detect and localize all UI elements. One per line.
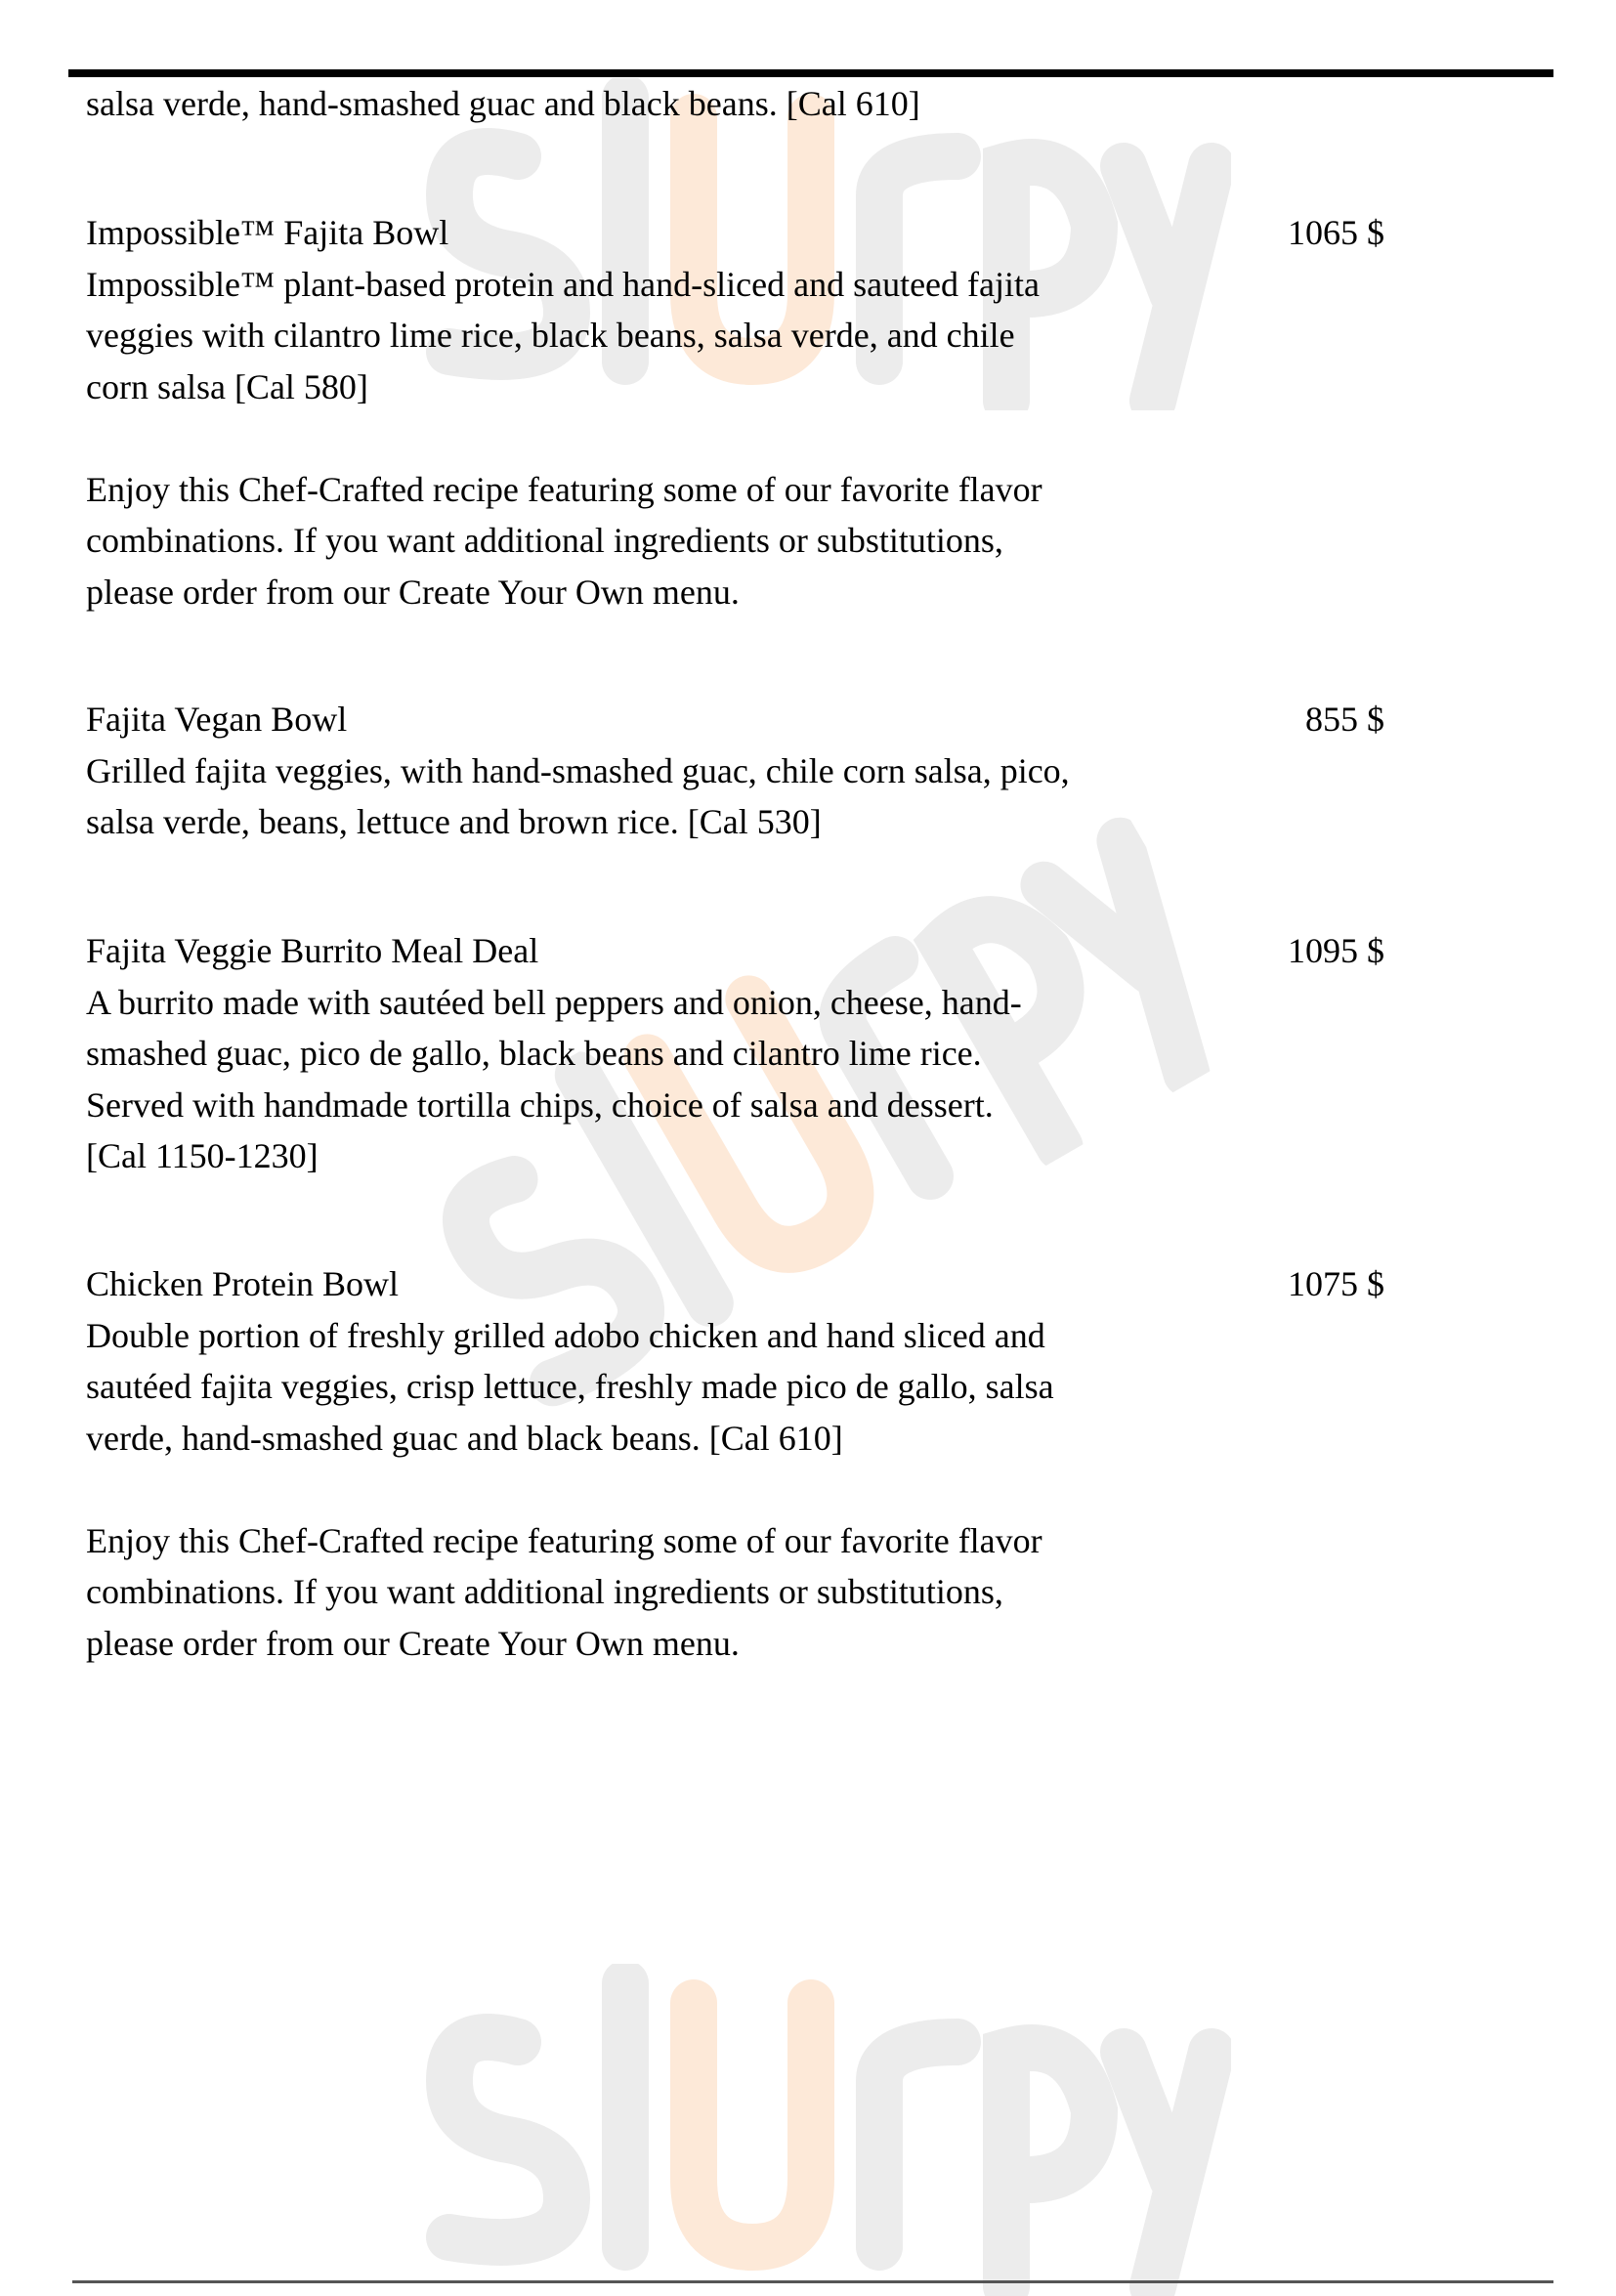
continued-description xyxy=(86,78,920,130)
description-line: salsa verde, beans, lettuce and brown rice. [Cal 530] xyxy=(86,802,822,841)
description-line: veggies with cilantro lime rice, black beans, salsa verde, and chile xyxy=(86,316,1015,355)
description-line: verde, hand-smashed guac and black beans. [Cal 610] xyxy=(86,1418,843,1458)
note-line: Enjoy this Chef-Crafted recipe featuring some of our favorite flavor xyxy=(86,469,1042,509)
description-line: [Cal 1150-1230] xyxy=(86,1136,319,1175)
watermark-logo xyxy=(410,1964,1231,2296)
description-line: sautéed fajita veggies, crisp lettuce, freshly made pico de gallo, salsa xyxy=(86,1367,1054,1406)
description-line: Double portion of freshly grilled adobo chicken and hand sliced and xyxy=(86,1315,1045,1355)
note-line: please order from our Create Your Own menu. xyxy=(86,572,740,612)
item-price: 1075 $ xyxy=(1288,1264,1384,1303)
note-line: combinations. If you want additional ingredients or substitutions, xyxy=(86,521,1003,560)
menu-item xyxy=(86,925,1022,1182)
description-line: Grilled fajita veggies, with hand-smashed guac, chile corn salsa, pico, xyxy=(86,750,1070,790)
menu-item xyxy=(86,694,1070,848)
item-price: 1065 $ xyxy=(1288,213,1384,252)
note-line: please order from our Create Your Own menu. xyxy=(86,1623,740,1663)
description-line: corn salsa [Cal 580] xyxy=(86,366,368,406)
item-price: 1095 $ xyxy=(1288,931,1384,970)
description-line: Served with handmade tortilla chips, choice of salsa and dessert. xyxy=(86,1084,994,1125)
item-name: Fajita Veggie Burrito Meal Deal xyxy=(86,931,539,970)
note-line: combinations. If you want additional ingredients or substitutions, xyxy=(86,1572,1003,1611)
note-line: Enjoy this Chef-Crafted recipe featuring some of our favorite flavor xyxy=(86,1520,1042,1560)
bottom-rule xyxy=(72,2280,1553,2283)
menu-item xyxy=(86,207,1042,617)
description-line: salsa verde, hand-smashed guac and black beans. [Cal 610] xyxy=(86,84,920,123)
description-line: smashed guac, pico de gallo, black beans and cilantro lime rice. xyxy=(86,1034,982,1073)
item-name: Fajita Vegan Bowl xyxy=(86,700,348,739)
menu-item xyxy=(86,1258,1054,1669)
item-name: Impossible™ Fajita Bowl xyxy=(86,213,449,252)
description-line: A burrito made with sautéed bell peppers and onion, cheese, hand- xyxy=(86,982,1022,1022)
item-price: 855 $ xyxy=(1305,700,1384,739)
description-line: Impossible™ plant-based protein and hand-sliced and sauteed fajita xyxy=(86,264,1040,304)
item-name: Chicken Protein Bowl xyxy=(86,1264,399,1303)
top-rule xyxy=(68,69,1553,77)
